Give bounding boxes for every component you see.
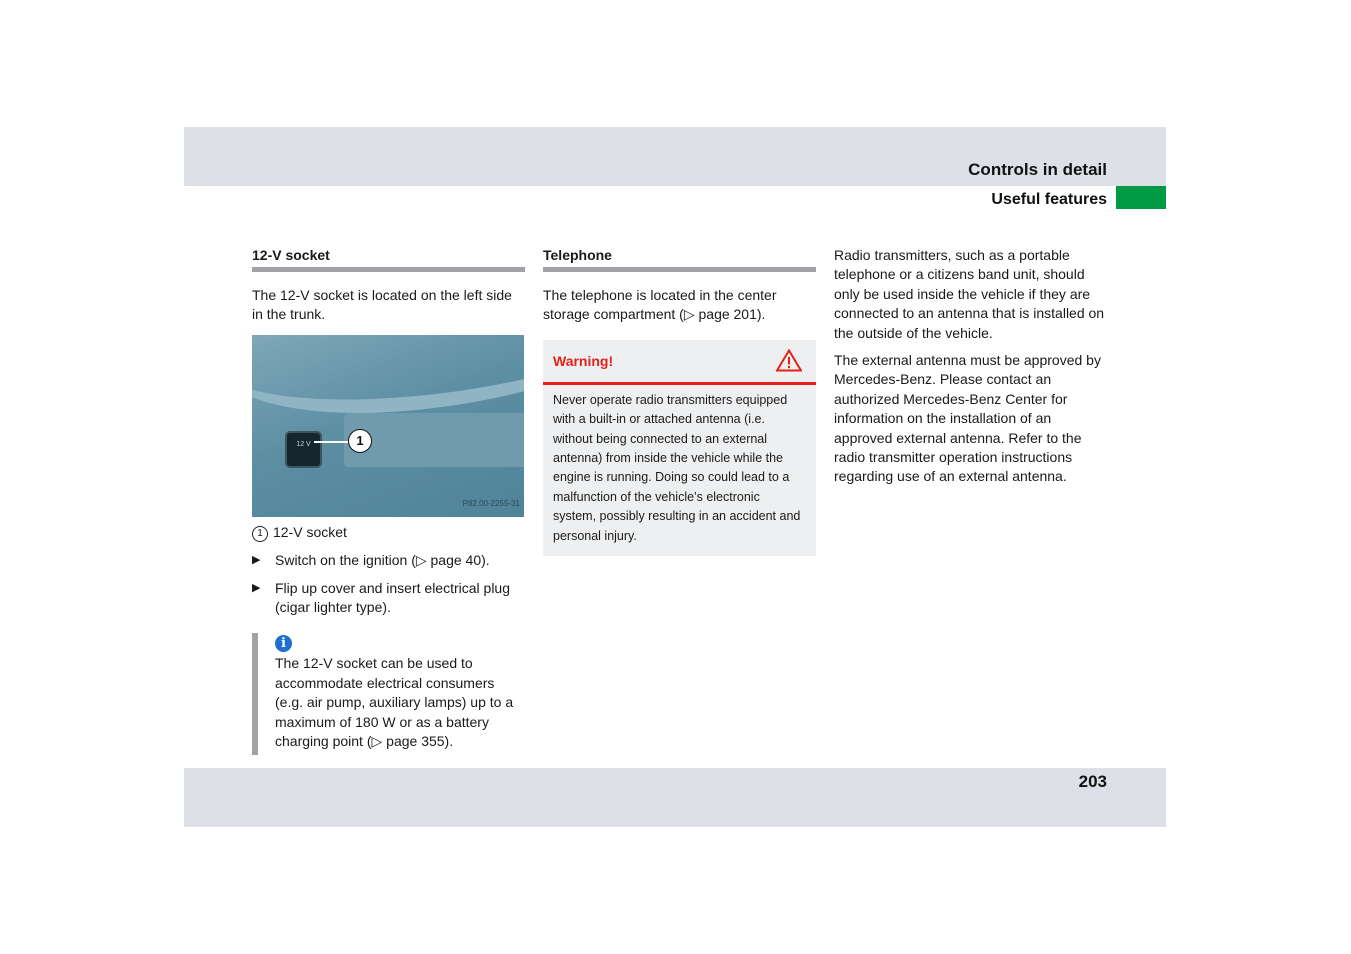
heading-12v-socket: 12-V socket (252, 246, 525, 272)
warning-label: Warning! (553, 352, 614, 369)
intro-12v-socket: The 12-V socket is located on the left side in the trunk. (252, 287, 512, 323)
warning-triangle-icon (776, 349, 802, 372)
footer-band (184, 768, 1166, 827)
info-note-text: The 12-V socket can be used to accommodate electrical consumers (e.g. air pump, auxiliary lamps) up to a maximum of 180 W or as a battery charging point (▷ page 355). (275, 655, 514, 750)
step-item (252, 579, 525, 618)
section-title: Useful features (991, 191, 1107, 208)
photo-callout-1: 1 (348, 429, 372, 453)
paragraph-radio-transmitters: Radio transmitters, such as a portable telephone or a citizens band unit, should only be used inside the vehicle if they are connected to an antenna that is installed on the outside of the vehicle. (834, 247, 1105, 341)
heading-telephone: Telephone (543, 246, 816, 272)
info-note (252, 633, 525, 755)
warning-text: Never operate radio transmitters equipped with a built-in or attached antenna (i.e. without being connected to an external antenna) from inside the vehicle while the engine is running. Doing so could lead to a malfunction of the vehicle’s electronic system, possibly resulting in an accident and personal injury. (553, 392, 801, 543)
legend-number: 1 (252, 526, 268, 542)
section-tab-marker (1116, 186, 1166, 209)
legend-text: 12-V socket (273, 523, 347, 540)
column-12v-socket (252, 246, 525, 755)
step-item (252, 551, 525, 570)
intro-telephone: The telephone is located in the center storage compartment (▷ page 201). (543, 287, 777, 323)
step-arrow-icon: ▶ (252, 581, 261, 594)
step-text: Switch on the ignition (▷ page 40). (275, 552, 490, 569)
warning-header (543, 340, 816, 385)
step-arrow-icon: ▶ (252, 554, 261, 567)
photo-code: P82.00-2255-31 (462, 499, 520, 509)
trunk-socket-photo (252, 335, 524, 517)
step-text: Flip up cover and insert electrical plug (cigar lighter type). (275, 579, 511, 616)
info-icon: i (275, 635, 292, 652)
socket-shape: 12 V (285, 431, 322, 468)
page-number: 203 (1078, 772, 1107, 791)
trunk-lid-shape (252, 335, 524, 423)
paragraph-external-antenna: The external antenna must be approved by Mercedes-Benz. Please contact an authorized Mercedes-Benz Center for information on the installation of an approved external antenna. Refer to the radio transmitter operation instructions regarding use of an external antenna. (834, 352, 1101, 485)
callout-leader-line (314, 441, 348, 443)
column-radio-transmitters (834, 246, 1110, 495)
photo-legend (252, 523, 525, 542)
chapter-title: Controls in detail (968, 160, 1107, 179)
column-telephone (543, 246, 816, 556)
warning-box (543, 340, 816, 556)
